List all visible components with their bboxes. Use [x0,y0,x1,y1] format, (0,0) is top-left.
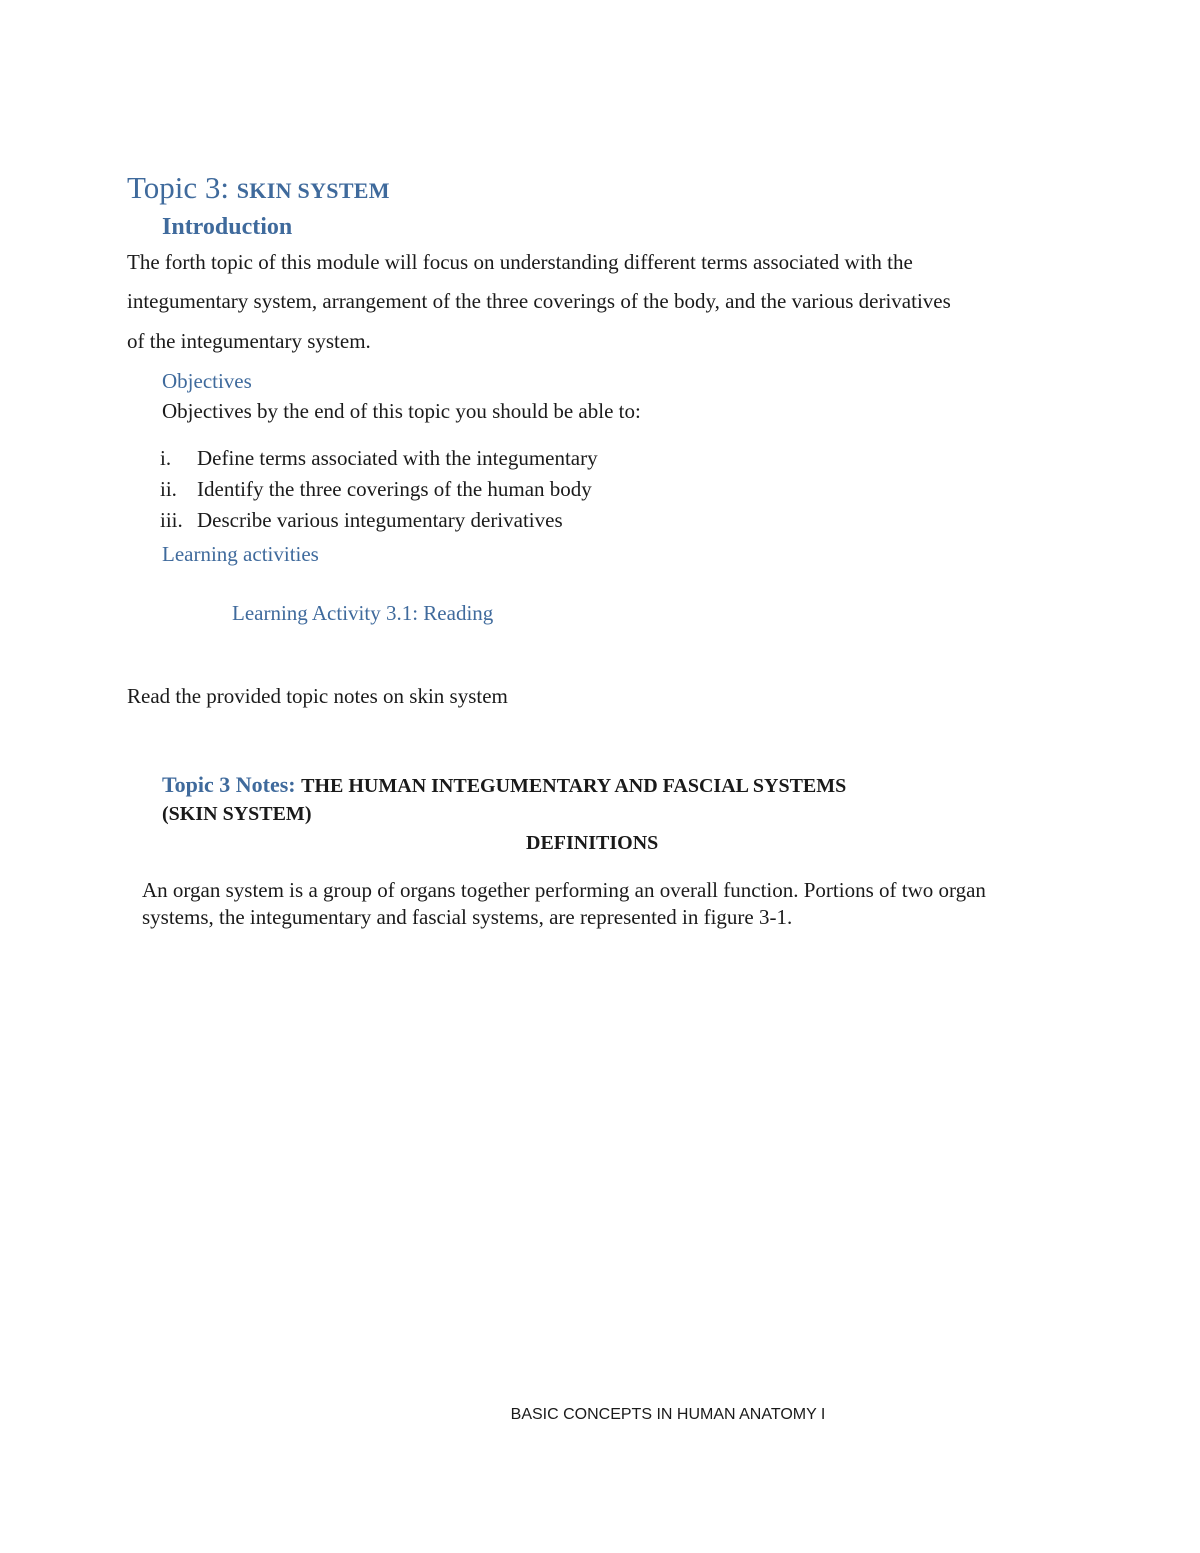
objectives-heading: Objectives [162,369,252,393]
list-item-text: Describe various integumentary derivatives [197,508,563,532]
learning-activity-title: Learning Activity 3.1: Reading [232,601,494,625]
intro-line-2: integumentary system, arrangement of the three coverings of the body, and the various derivatives [127,289,951,313]
list-item-number: iii. [160,508,183,532]
list-item-number: ii. [160,477,177,501]
page-footer: BASIC CONCEPTS IN HUMAN ANATOMY I [510,1406,826,1423]
topic-title [127,170,390,206]
reading-instruction: Read the provided topic notes on skin system [127,684,508,708]
introduction-heading: Introduction [162,214,293,240]
notes-label: Topic 3 Notes: [162,772,302,797]
intro-line-3: of the integumentary system. [127,329,371,353]
definitions-heading: DEFINITIONS [526,832,659,854]
notes-title-line-2: (SKIN SYSTEM) [162,803,312,825]
notes-title [162,772,846,798]
learning-activities-heading: Learning activities [162,542,319,566]
definition-line-1: An organ system is a group of organs together performing an overall function. Portions of two organ [142,878,986,902]
topic-prefix: Topic 3: [127,170,237,205]
definition-line-2: systems, the integumentary and fascial systems, are represented in figure 3-1. [142,905,793,929]
list-item-text: Define terms associated with the integumentary [197,446,598,470]
topic-name: SKIN SYSTEM [236,178,390,203]
list-item-text: Identify the three coverings of the human body [197,477,592,501]
notes-title-text: THE HUMAN INTEGUMENTARY AND FASCIAL SYSTEMS [301,775,847,797]
list-item-number: i. [160,446,172,470]
objectives-intro: Objectives by the end of this topic you should be able to: [162,399,641,423]
intro-line-1: The forth topic of this module will focus on understanding different terms associated with the [127,250,913,274]
